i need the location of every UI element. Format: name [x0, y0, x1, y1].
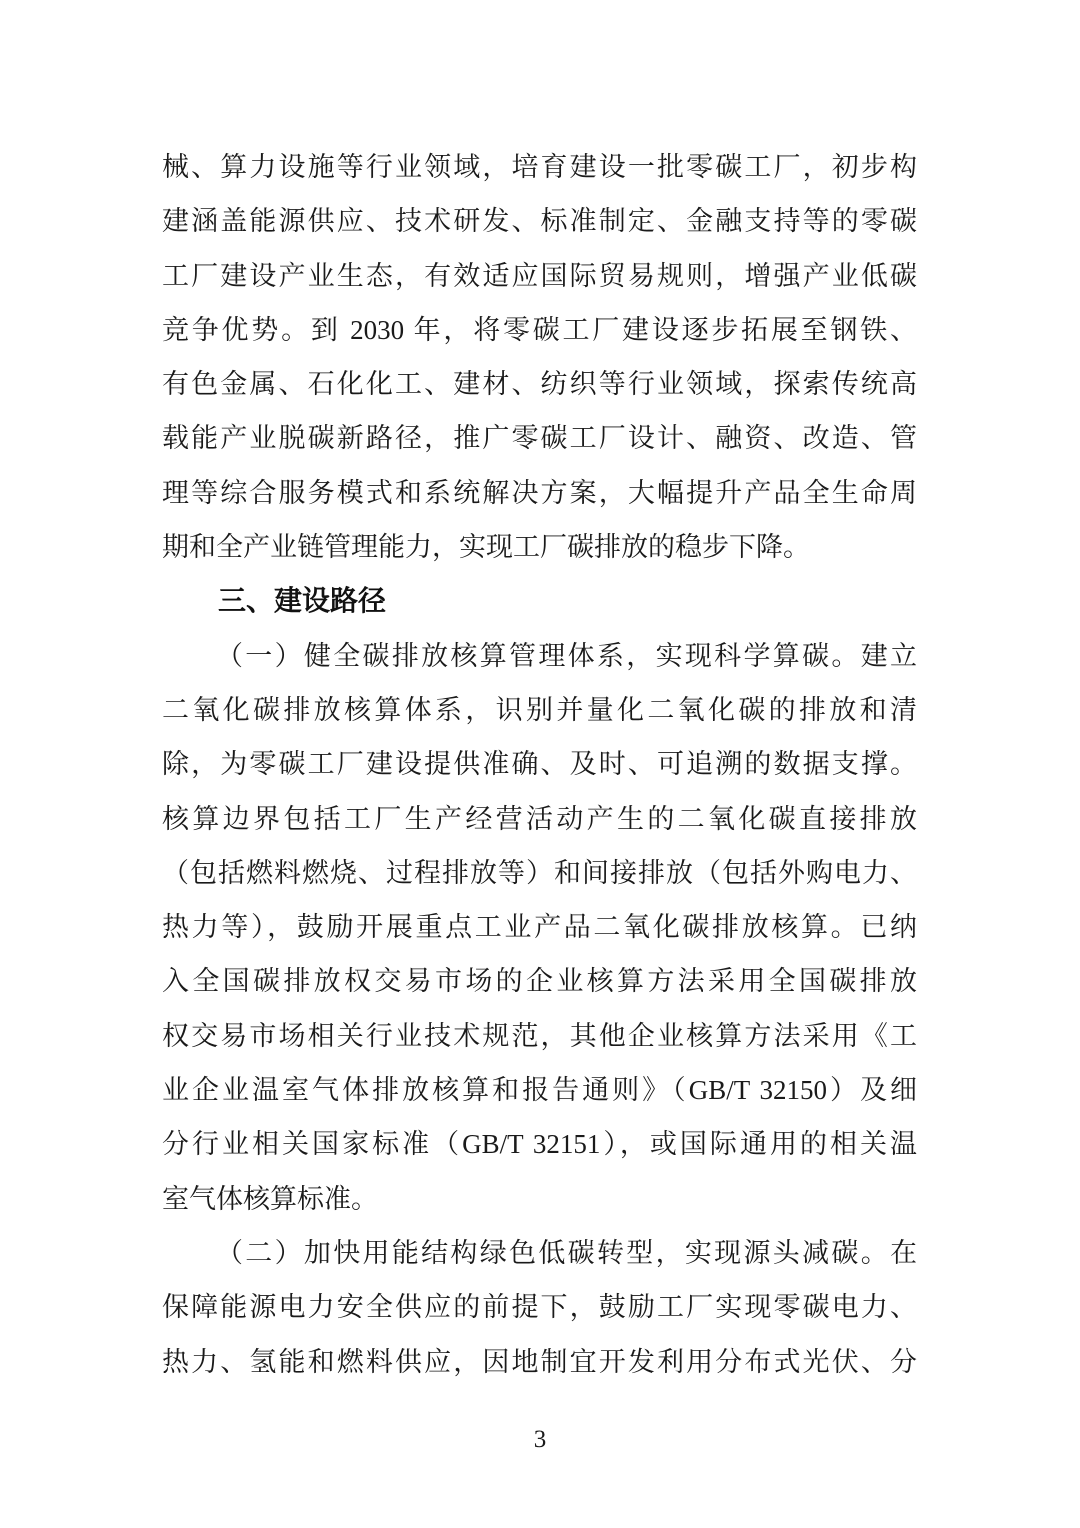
text-line: 期和全产业链管理能力，实现工厂碳排放的稳步下降。	[162, 532, 810, 563]
text-line: 载能产业脱碳新路径，推广零碳工厂设计、融资、改造、管	[162, 423, 917, 454]
section-heading: 三、建设路径	[218, 585, 387, 617]
text-line: （包括燃料燃烧、过程排放等）和间接排放（包括外购电力、	[162, 857, 917, 888]
text-line: 室气体核算标准。	[162, 1183, 378, 1214]
document-body	[162, 140, 917, 1389]
page-number: 3	[533, 1426, 547, 1453]
text-line: 分行业相关国家标准（GB/T 32151），或国际通用的相关温	[162, 1129, 917, 1160]
text-line: 入全国碳排放权交易市场的企业核算方法采用全国碳排放	[162, 966, 917, 997]
text-line: 工厂建设产业生态，有效适应国际贸易规则，增强产业低碳	[162, 260, 917, 291]
text-line: 核算边界包括工厂生产经营活动产生的二氧化碳直接排放	[162, 803, 917, 834]
text-line: （一）健全碳排放核算管理体系，实现科学算碳。建立	[216, 640, 917, 671]
text-line: 保障能源电力安全供应的前提下，鼓励工厂实现零碳电力、	[162, 1292, 917, 1323]
text-line: 理等综合服务模式和系统解决方案，大幅提升产品全生命周	[162, 477, 917, 508]
text-line: 除，为零碳工厂建设提供准确、及时、可追溯的数据支撑。	[162, 749, 917, 780]
text-line: 有色金属、石化化工、建材、纺织等行业领域，探索传统高	[162, 369, 917, 400]
text-line: 竞争优势。到 2030 年，将零碳工厂建设逐步拓展至钢铁、	[162, 314, 917, 345]
text-line: （二）加快用能结构绿色低碳转型，实现源头减碳。在	[216, 1237, 917, 1268]
text-line: 权交易市场相关行业技术规范，其他企业核算方法采用《工	[162, 1020, 917, 1051]
text-line: 建涵盖能源供应、技术研发、标准制定、金融支持等的零碳	[162, 206, 917, 237]
text-line: 业企业温室气体排放核算和报告通则》（GB/T 32150）及细	[162, 1075, 917, 1106]
text-line: 热力、氢能和燃料供应，因地制宜开发利用分布式光伏、分	[162, 1346, 917, 1377]
text-line: 二氧化碳排放核算体系，识别并量化二氧化碳的排放和清	[162, 694, 917, 725]
text-line: 械、算力设施等行业领域，培育建设一批零碳工厂，初步构	[162, 152, 917, 182]
text-line: 热力等），鼓励开展重点工业产品二氧化碳排放核算。已纳	[162, 912, 917, 943]
